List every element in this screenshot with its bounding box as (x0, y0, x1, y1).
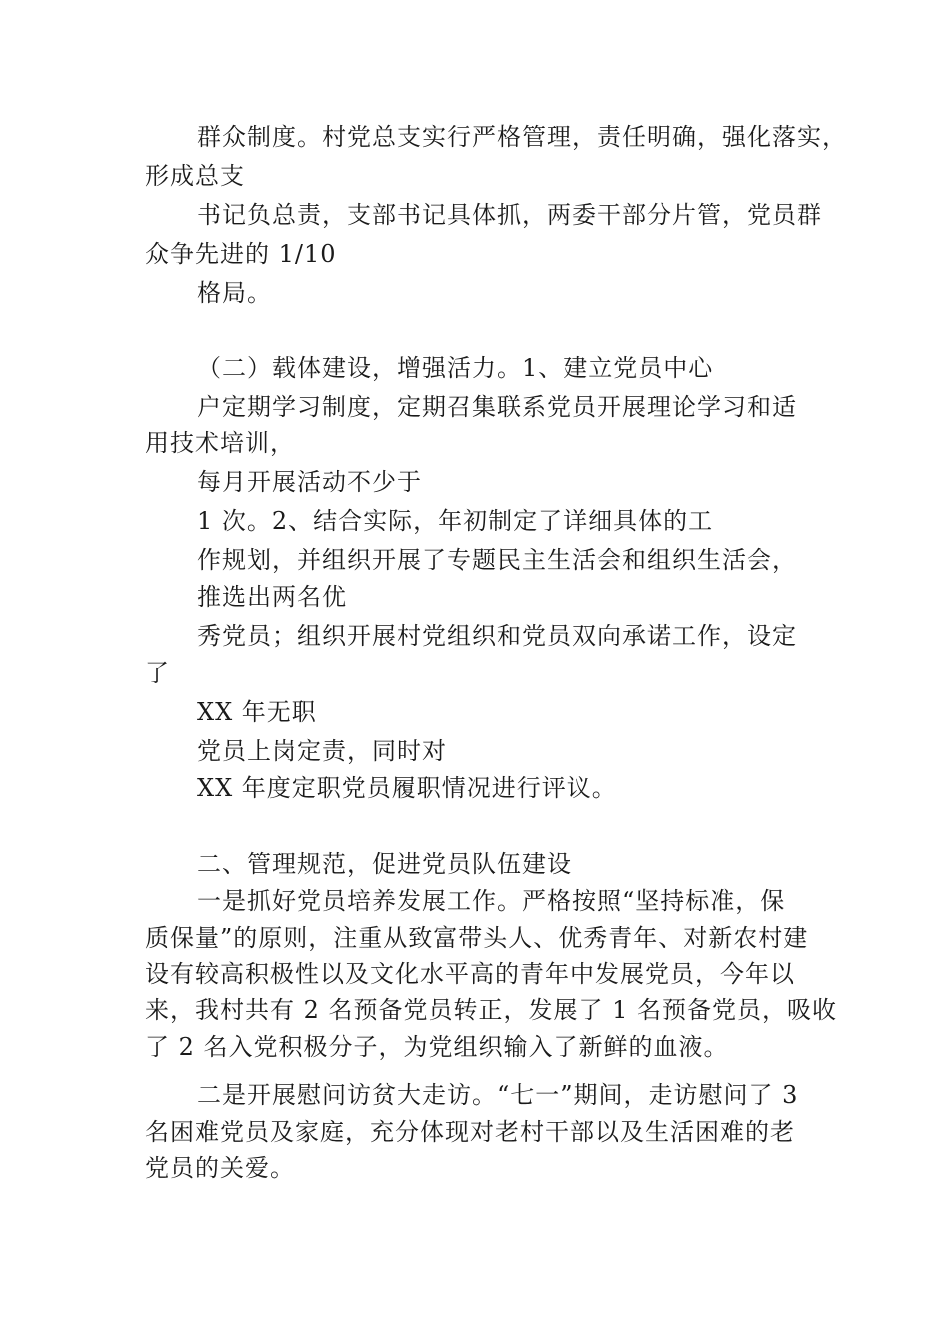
text-line: 了 2 名入党积极分子，为党组织输入了新鲜的血液。 (145, 1033, 729, 1061)
text-line: 秀党员；组织开展村党组织和党员双向承诺工作，设定 (197, 622, 797, 650)
text-line: 1 次。2、结合实际，年初制定了详细具体的工 (197, 507, 714, 535)
text-line: 二是开展慰问访贫大走访。“七一”期间，走访慰问了 3 (197, 1081, 799, 1109)
text-line: 推选出两名优 (197, 583, 347, 611)
text-line: 书记负总责，支部书记具体抓，两委干部分片管，党员群 (197, 201, 822, 229)
section-heading: （二）载体建设，增强活力。1、建立党员中心 (197, 354, 714, 382)
text-line: 作规划，并组织开展了专题民主生活会和组织生活会， (197, 546, 797, 574)
section-heading: 二、管理规范，促进党员队伍建设 (197, 850, 572, 878)
text-line: 设有较高积极性以及文化水平高的青年中发展党员，今年以 (145, 960, 795, 988)
text-line: 名困难党员及家庭，充分体现对老村干部以及生活困难的老 (145, 1118, 795, 1146)
text-line: 来，我村共有 2 名预备党员转正，发展了 1 名预备党员，吸收 (145, 996, 838, 1024)
text-line: 每月开展活动不少于 (197, 468, 422, 496)
text-line: XX 年无职 (197, 698, 317, 726)
text-line: 格局。 (197, 279, 272, 307)
text-line: 众争先进的 1/10 (145, 240, 337, 268)
text-line: 户定期学习制度，定期召集联系党员开展理论学习和适 (197, 393, 797, 421)
text-line: 质保量”的原则，注重从致富带头人、优秀青年、对新农村建 (145, 924, 809, 952)
text-line: 一是抓好党员培养发展工作。严格按照“坚持标准，保 (197, 887, 786, 915)
text-line: 用技术培训， (145, 429, 295, 457)
text-line: 形成总支 (145, 162, 245, 190)
text-line: XX 年度定职党员履职情况进行评议。 (197, 774, 617, 802)
text-line: 党员的关爱。 (145, 1154, 295, 1182)
text-line: 党员上岗定责，同时对 (197, 737, 447, 765)
text-line: 群众制度。村党总支实行严格管理，责任明确，强化落实， (197, 123, 847, 151)
text-line: 了 (145, 659, 170, 687)
